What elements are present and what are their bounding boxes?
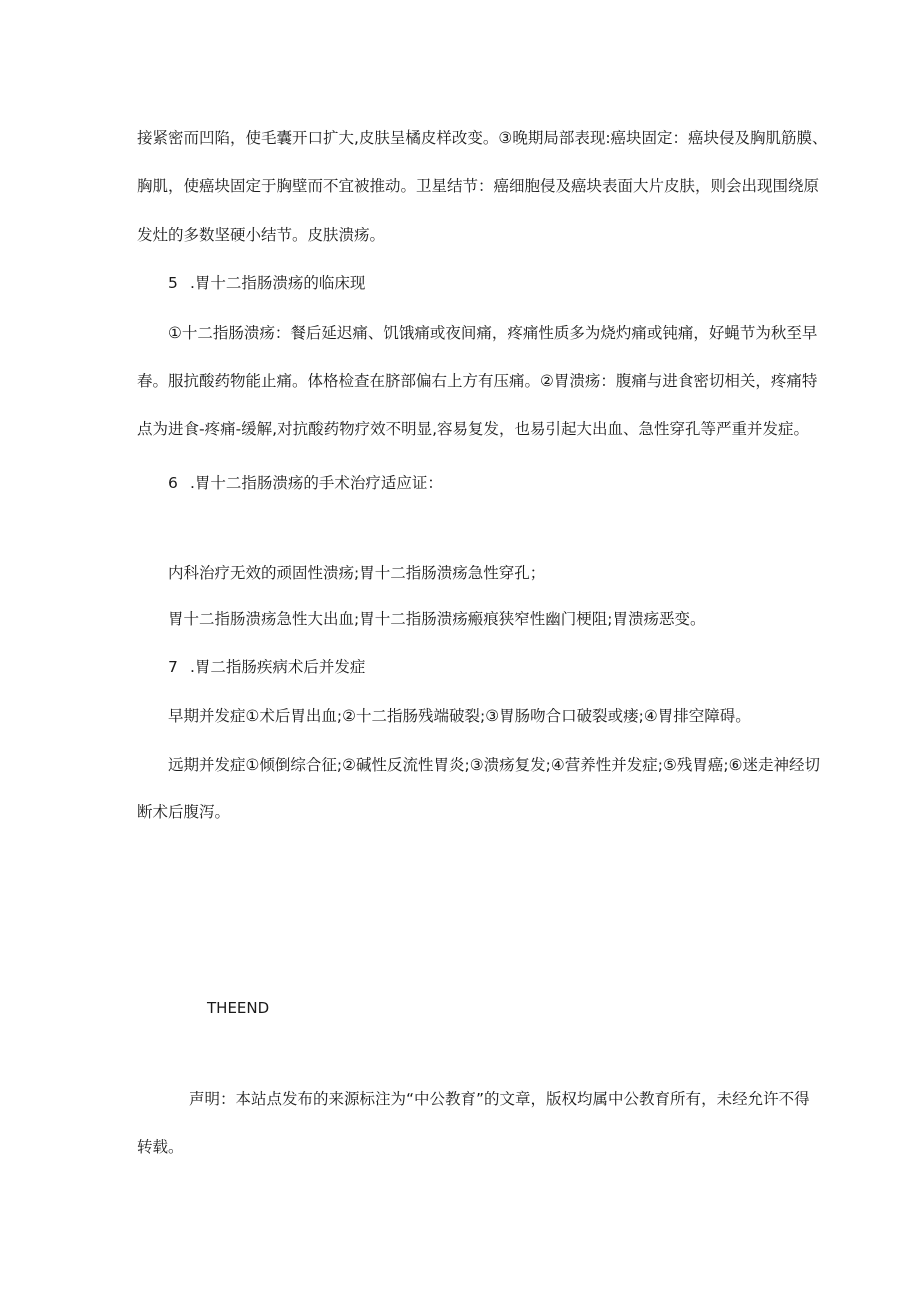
paragraph-line: ①十二指肠溃疡：餐后延迟痛、饥饿痛或夜间痛，疼痛性质多为烧灼痛或钝痛，好蝇节为秋至早 (168, 324, 818, 342)
paragraph-line: 早期并发症①术后胃出血;②十二指肠残端破裂;③胃肠吻合口破裂或瘘;④胃排空障碍。 (168, 707, 751, 725)
paragraph-line: 接紧密而凹陷，使毛囊开口扩大,皮肤呈橘皮样改变。③晚期局部表现:癌块固定：癌块侵及胸肌筋膜、 (137, 129, 828, 147)
declaration-line: 转载。 (137, 1138, 184, 1156)
section-heading-5 (168, 272, 365, 294)
paragraph-line: 远期并发症①倾倒综合征;②碱性反流性胃炎;③溃疡复发;④营养性并发症;⑤残胃癌;⑥迷走神经切 (168, 756, 820, 774)
paragraph-line: 点为进食-疼痛-缓解,对抗酸药物疗效不明显,容易复发，也易引起大出血、急性穿孔等严重并发症。 (137, 420, 810, 438)
the-end-label: THEEND (207, 999, 270, 1017)
list-line: 胃十二指肠溃疡急性大出血;胃十二指肠溃疡瘢痕狭窄性幽门梗阻;胃溃疡恶变。 (168, 610, 706, 628)
paragraph-line: 发灶的多数坚硬小结节。皮肤溃疡。 (137, 226, 386, 244)
paragraph-line: 断术后腹泻。 (137, 803, 231, 821)
section-heading-7 (168, 656, 365, 678)
section-number: 5 (168, 274, 178, 292)
section-number: 7 (168, 658, 178, 676)
paragraph-line: 胸肌，使癌块固定于胸壁而不宜被推动。卫星结节：癌细胞侵及癌块表面大片皮肤，则会出现围绕原 (137, 177, 820, 195)
section-title: .胃十二指肠溃疡的临床现 (190, 274, 366, 292)
list-line: 内科治疗无效的顽固性溃疡;胃十二指肠溃疡急性穿孔； (168, 564, 546, 582)
section-title: .胃二指肠疾病术后并发症 (190, 658, 366, 676)
section-heading-6 (168, 472, 443, 494)
section-title: .胃十二指肠溃疡的手术治疗适应证： (190, 474, 443, 492)
declaration-line: 声明：本站点发布的来源标注为“中公教育”的文章，版权均属中公教育所有，未经允许不得 (189, 1090, 810, 1108)
section-number: 6 (168, 474, 178, 492)
paragraph-line: 春。服抗酸药物能止痛。体格检查在脐部偏右上方有压痛。②胃溃疡：腹痛与进食密切相关，疼痛特 (137, 372, 818, 390)
